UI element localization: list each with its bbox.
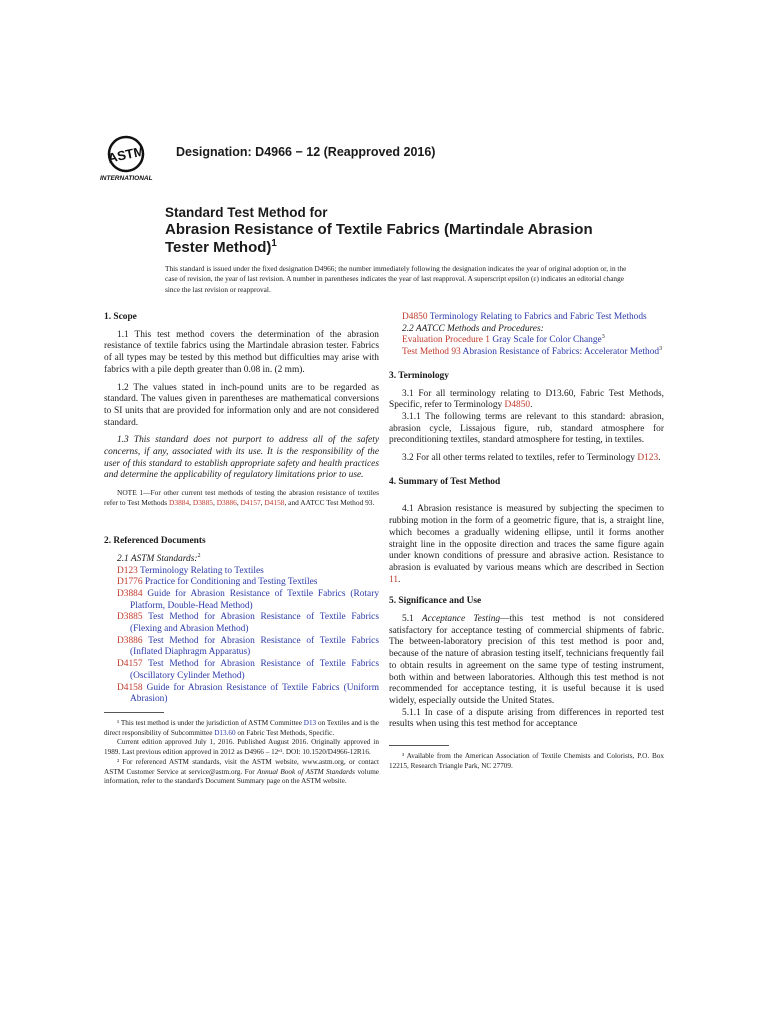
footnote-3: ³ Available from the American Association of Textile Chemists and Colorists, P.O. Box 12215, Research Triangle Park, NC 27709. [389, 752, 664, 770]
footnote-divider [104, 712, 164, 713]
ref-item[interactable]: D4850 Terminology Relating to Fabrics and Fabric Test Methods [402, 312, 647, 322]
summary-4-1: 4.1 Abrasion resistance is measured by subjecting the specimen to rubbing motion in the form of a geometric figure, that is, a straight line, which becomes a gradually widening ellipse, until it forms another straight line in the opposite direction and traces the same figure again under known conditions of pressure and abrasive action. Resistance to abrasion is evaluated by various means which are described in Section 11. [389, 504, 664, 585]
term-3-1-1: 3.1.1 The following terms are relevant to this standard: abrasion, abrasion cycle, Lissajous figure, rub, standard atmosphere for preconditioning textiles, standard atmosphere for testing, in textiles. [389, 411, 664, 446]
logo-subtext: INTERNATIONAL [100, 175, 153, 182]
term-3-2: 3.2 For all other terms related to textiles, refer to Terminology D123. [402, 453, 661, 464]
section-heading-significance: 5. Significance and Use [389, 596, 482, 607]
aatcc-item[interactable]: Test Method 93 Abrasion Resistance of Fabrics: Accelerator Method$^3$ [402, 345, 663, 358]
title-line-3: Tester Method) [165, 239, 272, 256]
aatcc-item[interactable]: Evaluation Procedure 1 Gray Scale for Color Change$^3$ [402, 334, 605, 346]
term-3-1: 3.1 For all terminology relating to D13.60, Fabric Test Methods, Specific, refer to Terminology D4850. [389, 388, 664, 411]
ref-link[interactable]: D3884 [169, 498, 190, 508]
scope-1-1: 1.1 This test method covers the determination of the abrasion resistance of textile fabrics using the Martindale abrasion tester. Fabrics of all types may be tested by this method but difficulties may arise with fabrics with a pile depth greater than 0.08 in. (2 mm). [104, 329, 379, 375]
astm-standards-label: 2.1 ASTM Standards:$^2$ [117, 552, 201, 564]
title-line-2: Abrasion Resistance of Textile Fabrics (Martindale Abrasion [165, 221, 593, 238]
section-heading-scope: 1. Scope [104, 312, 137, 322]
issue-note: This standard is issued under the fixed designation D4966; the number immediately following the designation indicates the year of original adoption or, in the case of revision, the year of last revision. A number in parentheses indicates the year of last reapproval. A superscript epsilon (ε) indicates an editorial change since the last revision or reapproval. [165, 264, 627, 294]
section-heading-terminology: 3. Terminology [389, 370, 449, 381]
footnote-1: ¹ This test method is under the jurisdiction of ASTM Committee D13 on Textiles and is the direct responsibility of Subcommittee D13.60 on Fabric Test Methods, Specific. [104, 718, 379, 737]
scope-1-2: 1.2 The values stated in inch-pound units are to be regarded as standard. The values given in parentheses are mathematical conversions to SI units that are provided for information only and are not considered standard. [104, 382, 379, 428]
designation: Designation: D4966 − 12 (Reapproved 2016) [176, 145, 436, 159]
ref-item[interactable]: D3885 Test Method for Abrasion Resistance of Textile Fabrics (Flexing and Abrasion Method) [117, 612, 379, 635]
sig-5-1-1: 5.1.1 In case of a dispute arising from differences in reported test results when using this test method for acceptance [389, 707, 664, 730]
section-heading-references: 2. Referenced Documents [104, 536, 206, 547]
astm-logo [96, 134, 164, 184]
document-title [165, 204, 635, 257]
sig-5-1: 5.1 Acceptance Testing—this test method is not considered satisfactory for acceptance testing of commercial shipments of fabric. The between-laboratory precision of this test method is poor and, because of the nature of abrasion testing itself, technicians frequently fail to obtain results in agreement on the same type of testing instrument, both within and between laboratories. Although this test method is not recommended for acceptance testing, it is useful because it is used widely, especially outside the United States. [389, 614, 664, 706]
title-footnote-ref[interactable]: 1 [271, 238, 277, 249]
ref-link[interactable]: D4158 [264, 498, 285, 508]
ref-item[interactable]: D4158 Guide for Abrasion Resistance of Textile Fabrics (Uniform Abrasion) [117, 682, 380, 705]
ref-link[interactable]: D3886 [216, 498, 237, 508]
ref-item[interactable]: D3886 Test Method for Abrasion Resistance of Textile Fabrics (Inflated Diaphragm Apparatus) [117, 635, 379, 658]
logo-mark-text: ASTM [106, 143, 146, 166]
right-column [389, 312, 664, 772]
section-heading-summary: 4. Summary of Test Method [389, 476, 501, 487]
footnote-divider [389, 745, 449, 746]
scope-1-3: 1.3 This standard does not purport to address all of the safety concerns, if any, associated with its use. It is the responsibility of the user of this standard to establish appropriate safety and health practices and determine the applicability of regulatory limitations prior to use. [104, 435, 379, 481]
footnote-1-edition: Current edition approved July 1, 2016. Published August 2016. Originally approved in 1989. Last previous edition approved in 2012 as D4966 – 12ᵉ¹. DOI: 10.1520/D4966-12R16. [104, 738, 379, 757]
ref-item[interactable]: D4157 Test Method for Abrasion Resistance of Textile Fabrics (Oscillatory Cylinder Method) [117, 659, 379, 681]
ref-link[interactable]: D3885 [192, 498, 213, 508]
note-1: NOTE 1—For other current test methods of testing the abrasion resistance of textiles refer to Test Methods D3884, D3885, D3886, D4157, D4158, and AATCC Test Method 93. [104, 488, 379, 508]
footnote-2: ² For referenced ASTM standards, visit the ASTM website, www.astm.org, or contact ASTM Customer Service at service@astm.org. For Annual Book of ASTM Standards volume information, refer to the standard's Document Summary page on the ASTM website. [104, 757, 379, 786]
ref-item[interactable]: D3884 Guide for Abrasion Resistance of Textile Fabrics (Rotary Platform, Double-Head Method) [117, 588, 380, 611]
left-column [104, 312, 379, 787]
ref-item[interactable]: D1776 Practice for Conditioning and Testing Textiles [117, 577, 318, 588]
ref-link[interactable]: D4157 [240, 498, 261, 508]
ref-item[interactable]: D123 Terminology Relating to Textiles [117, 565, 264, 576]
aatcc-label: 2.2 AATCC Methods and Procedures: [402, 323, 544, 334]
title-line-1: Standard Test Method for [165, 205, 328, 220]
